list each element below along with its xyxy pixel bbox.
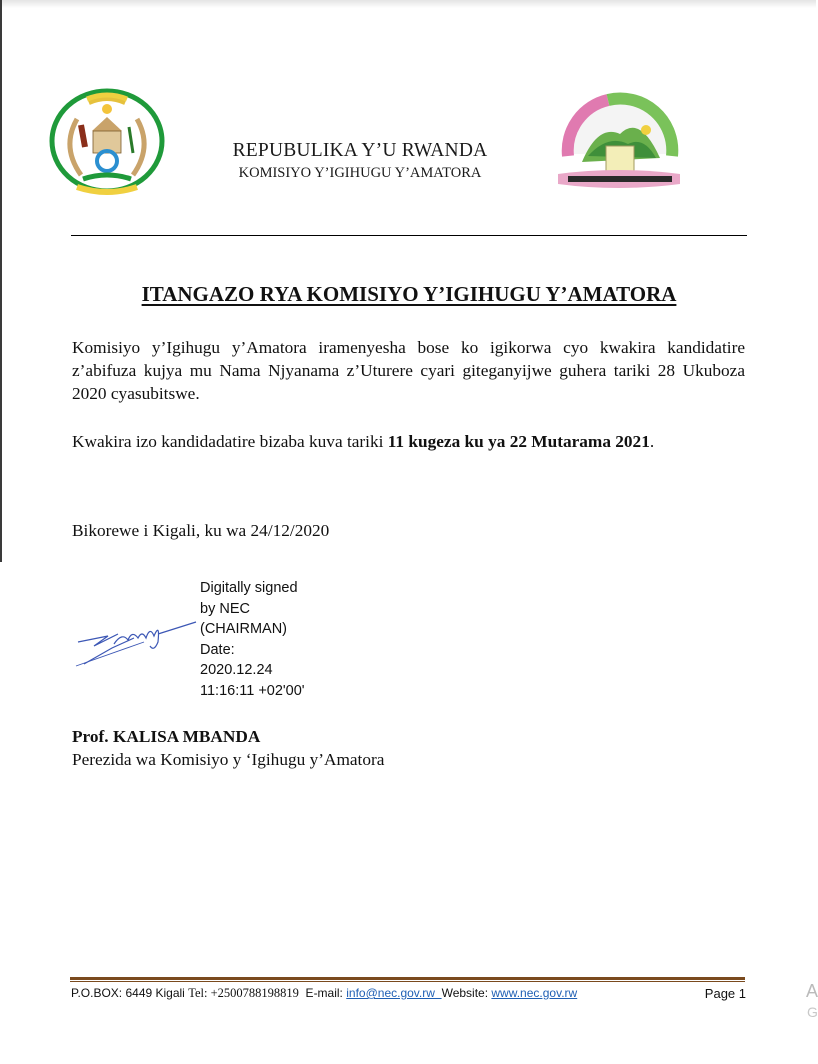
place-date: Bikorewe i Kigali, ku wa 24/12/2020 (72, 521, 330, 540)
footer-website-label: Website: (441, 986, 492, 1000)
paragraph-dates-suffix: . (649, 432, 655, 451)
header-commission: KOMISIYO Y’IGIHUGU Y’AMATORA (238, 165, 482, 181)
digital-signature-line: 11:16:11 +02'00' (200, 682, 305, 699)
footer-email-link[interactable]: info@nec.gov.rw (346, 986, 442, 1000)
paragraph-dates (72, 430, 745, 453)
side-watermark-g: G (807, 1004, 818, 1020)
footer-pobox: P.O.BOX: 6449 Kigali (71, 986, 189, 1000)
paragraph-dates-prefix: Kwakira izo kandidadatire bizaba kuva tariki (72, 432, 388, 451)
rwanda-coat-of-arms-logo (47, 87, 167, 199)
digital-signature-line: Date: (200, 641, 235, 658)
footer-tel-label: Tel: (188, 986, 211, 1000)
signatory-role: Perezida wa Komisiyo y ‘Igihugu y’Amatora (72, 750, 385, 769)
footer-email-label: E-mail: (298, 986, 347, 1000)
signatory-name: Prof. KALISA MBANDA (72, 727, 261, 746)
digital-signature-line: (CHAIRMAN) (200, 621, 287, 637)
paragraph-dates-bold: 11 kugeza ku ya 22 Mutarama 2021 (387, 432, 650, 451)
footer (71, 986, 746, 1001)
footer-rule-thick (70, 977, 745, 980)
digital-signature-line: 2020.12.24 (200, 662, 273, 678)
nec-emblem-logo (548, 84, 690, 194)
footer-website-link[interactable]: www.nec.gov.rw (491, 986, 578, 1000)
footer-tel: +2500788198819 (210, 986, 299, 1000)
digital-signature-line: Digitally signed (200, 580, 298, 596)
header-divider (71, 235, 747, 236)
header-republic: REPUBULIKA Y’U RWANDA (232, 140, 488, 161)
top-shadow (0, 0, 816, 8)
document-title: ITANGAZO RYA KOMISIYO Y’IGIHUGU Y’AMATORA (141, 282, 677, 306)
digital-signature-block[interactable] (200, 578, 305, 701)
paragraph-announcement: Komisiyo y’Igihugu y’Amatora iramenyesha bose ko igikorwa cyo kwakira kandidatire z’abifuza kujya mu Nama Njyanama z’Uturere cyari giteganyijwe guhera tariki 28 Ukuboza 2020 cyasubitswe. (72, 338, 745, 403)
left-edge-border (0, 0, 2, 562)
page-number: Page 1 (704, 986, 746, 1001)
footer-rule-thin (70, 981, 745, 982)
digital-signature-line: by NEC (200, 600, 250, 617)
side-watermark-a: A (806, 981, 818, 1001)
handwritten-signature[interactable] (74, 612, 198, 670)
